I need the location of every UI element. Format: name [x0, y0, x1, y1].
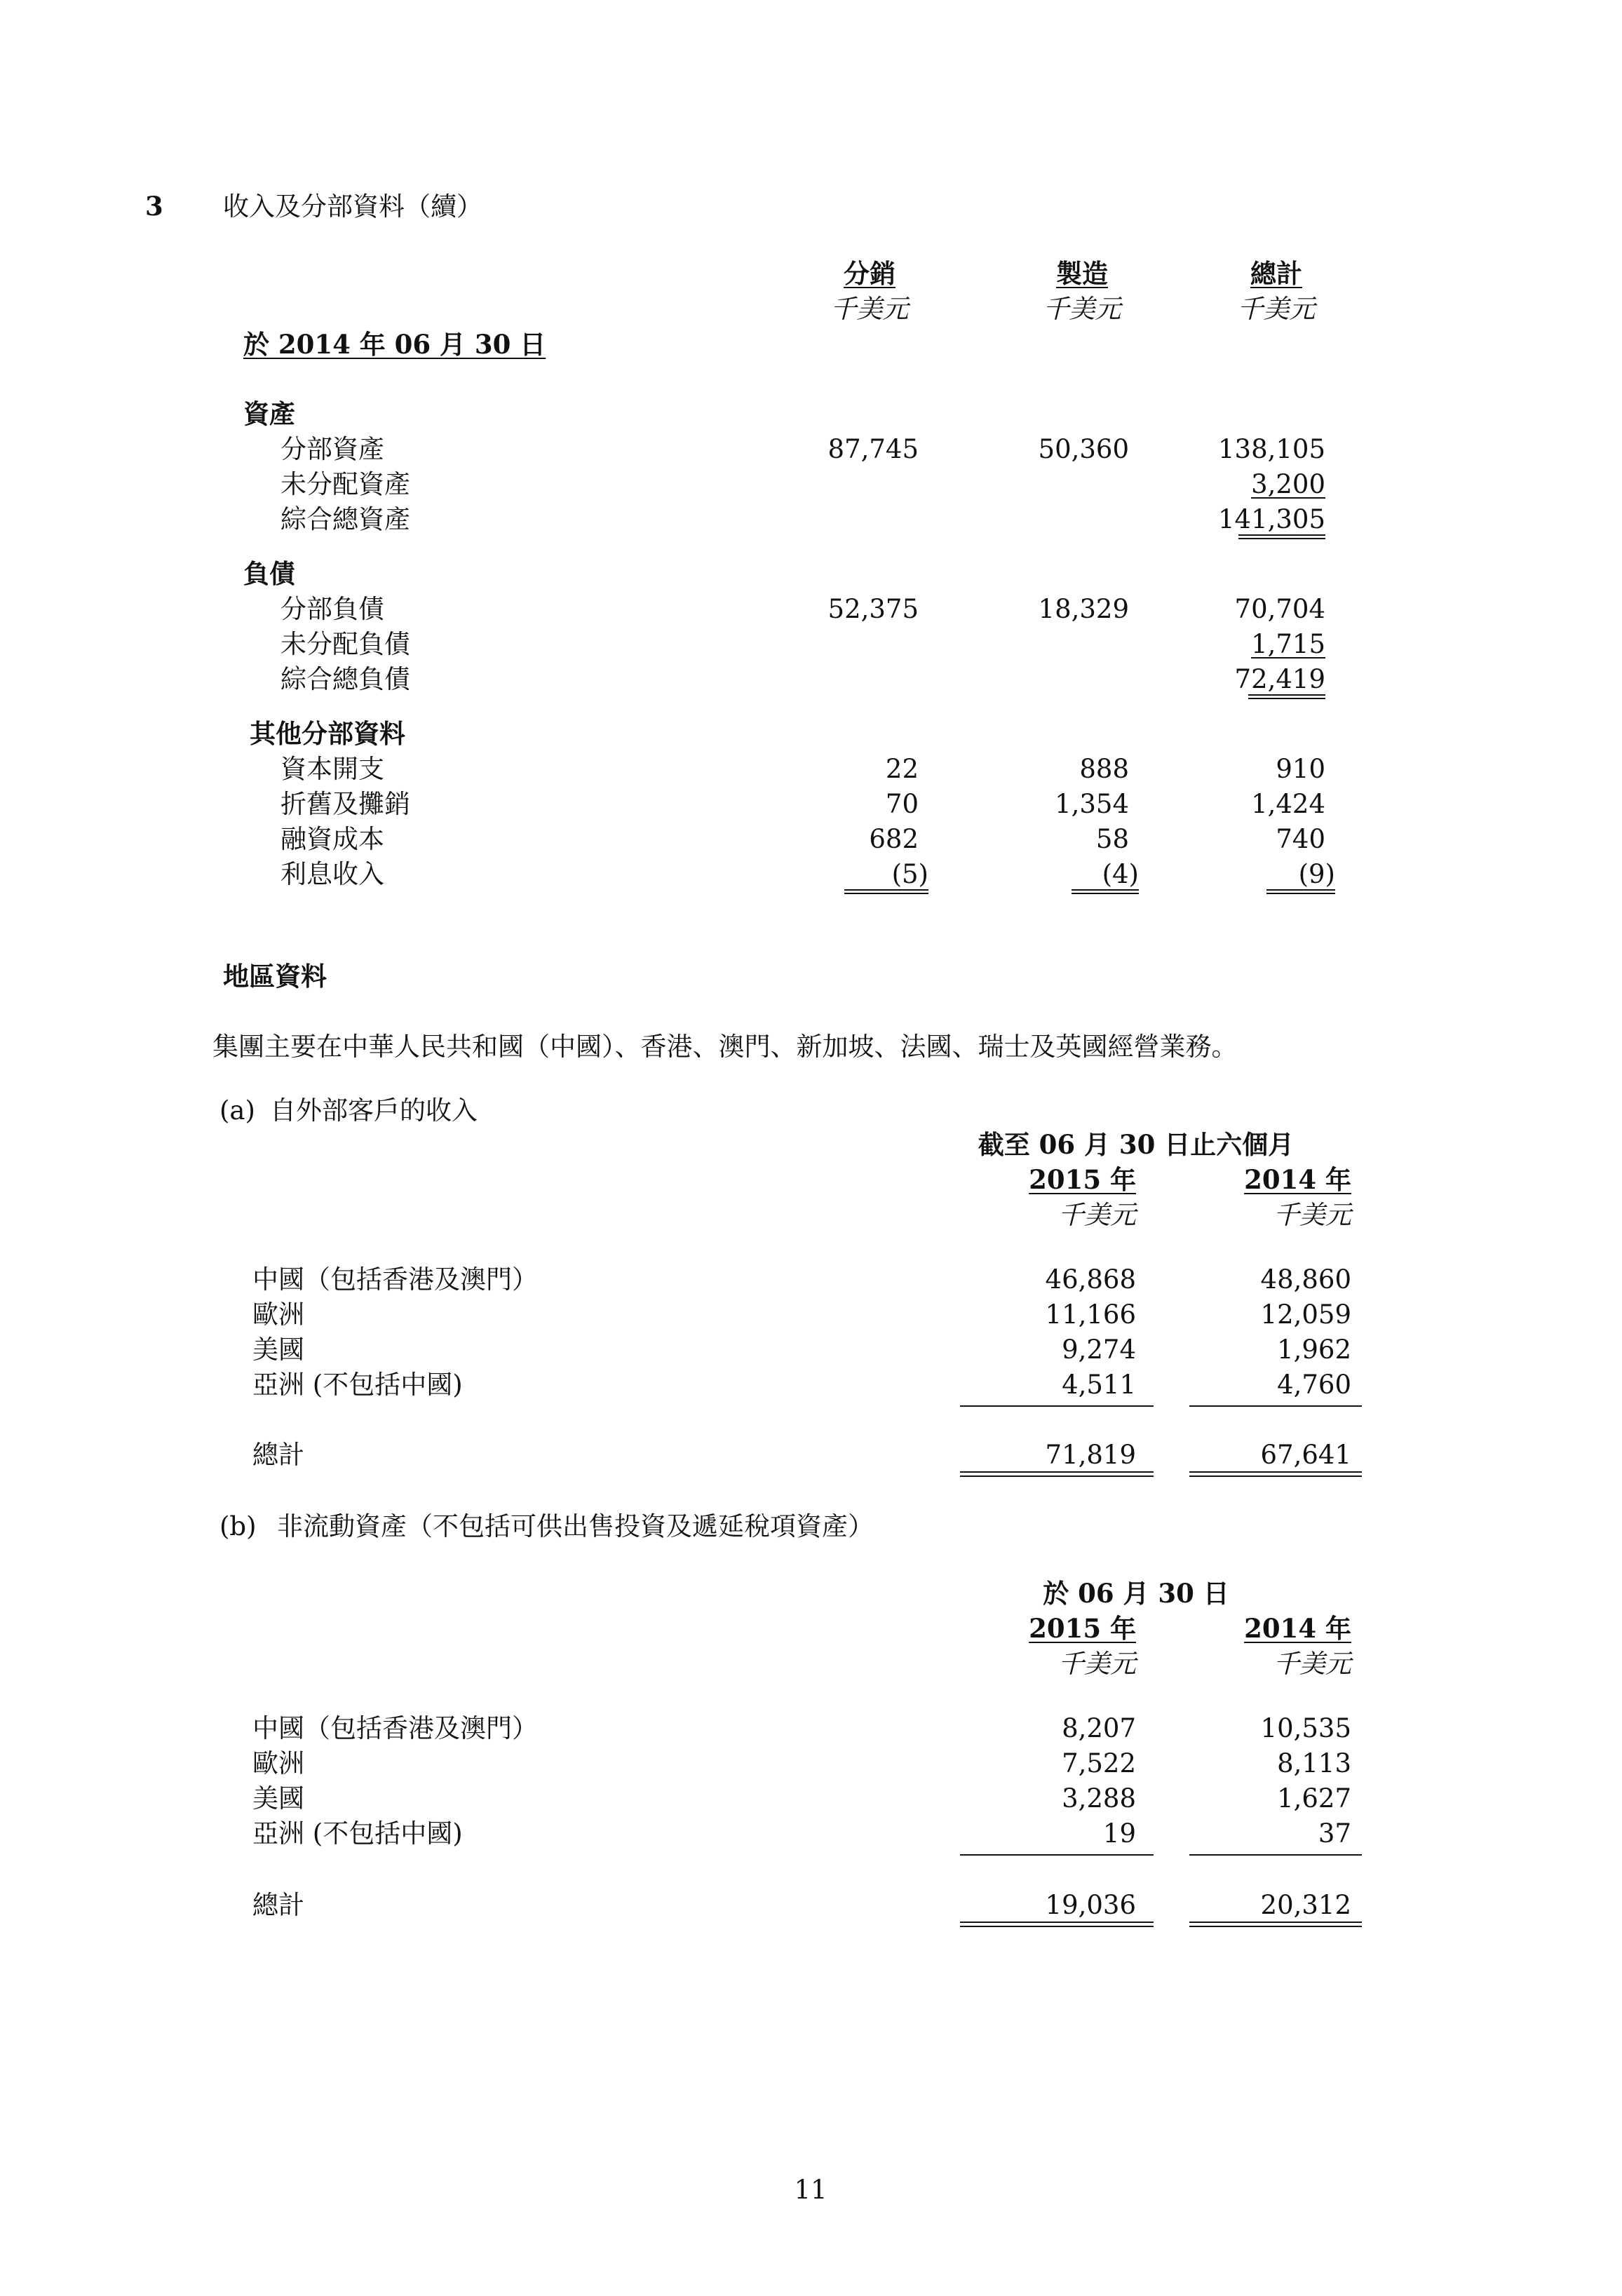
noncurrent-row-2014: 1,627: [1277, 1783, 1351, 1814]
unallocated-assets-total: 3,200: [1251, 469, 1325, 499]
interest-total-underline-2: [1266, 893, 1335, 894]
noncurrent-row-2015: 8,207: [1062, 1713, 1136, 1743]
segment-liabilities-manufacturing: 18,329: [1038, 594, 1129, 624]
revenue-total-2014: 67,641: [1260, 1440, 1351, 1470]
segment-date-heading: 於 2014 年 06 月 30 日: [243, 329, 546, 360]
revenue-row-2015: 4,511: [1062, 1370, 1136, 1400]
section-number: 3: [145, 191, 163, 222]
consolidated-assets-total: 141,305: [1217, 504, 1325, 534]
revenue-total-2015: 71,819: [1045, 1440, 1136, 1470]
noncurrent-total-line-2014-2: [1189, 1926, 1362, 1927]
revenue-row-2014: 12,059: [1260, 1299, 1351, 1330]
revenue-year-2015: 2015 年: [1029, 1164, 1136, 1195]
finance-costs-label: 融資成本: [281, 824, 384, 854]
noncurrent-row-2015: 7,522: [1062, 1748, 1136, 1778]
unallocated-assets-label: 未分配資產: [281, 469, 410, 499]
revenue-total-line-2015-2: [960, 1475, 1154, 1477]
depreciation-manufacturing: 1,354: [1055, 789, 1129, 819]
interest-dist-underline-2: [844, 893, 928, 894]
noncurrent-title: 非流動資產（不包括可供出售投資及遞延稅項資產）: [277, 1511, 874, 1541]
noncurrent-total-line-2014-1: [1189, 1922, 1362, 1923]
unit-manufacturing: 千美元: [1043, 294, 1121, 324]
noncurrent-row-2014: 10,535: [1260, 1713, 1351, 1743]
noncurrent-row-label: 美國: [252, 1783, 304, 1814]
depreciation-distribution: 70: [885, 789, 919, 819]
segment-assets-total: 138,105: [1217, 434, 1325, 464]
finance-costs-manufacturing: 58: [1095, 824, 1129, 854]
revenue-total-line-2015-1: [960, 1471, 1154, 1473]
revenue-row-2014: 4,760: [1277, 1370, 1351, 1400]
capex-label: 資本開支: [281, 754, 384, 784]
interest-manu-underline-2: [1072, 893, 1139, 894]
consolidated-assets-underline-1: [1238, 534, 1325, 536]
unit-total: 千美元: [1237, 294, 1316, 324]
noncurrent-row-2014: 8,113: [1277, 1748, 1351, 1778]
revenue-subtotal-line-2015: [960, 1405, 1154, 1407]
noncurrent-subtotal-line-2014: [1189, 1854, 1362, 1856]
revenue-row-label: 美國: [252, 1335, 304, 1365]
revenue-row-label: 歐洲: [252, 1299, 304, 1330]
interest-manu-underline-1: [1072, 889, 1139, 891]
segment-liabilities-label: 分部負債: [281, 594, 384, 624]
capex-manufacturing: 888: [1079, 754, 1129, 784]
section-title: 收入及分部資料（續）: [223, 191, 482, 222]
revenue-subtotal-line-2014: [1189, 1405, 1362, 1407]
noncurrent-period: 於 06 月 30 日: [1043, 1578, 1229, 1609]
interest-total-underline-1: [1266, 889, 1335, 891]
noncurrent-label-b: (b): [219, 1511, 257, 1541]
revenue-row-label: 中國（包括香港及澳門）: [252, 1264, 538, 1295]
unallocated-liabilities-label: 未分配負債: [281, 629, 410, 659]
noncurrent-total-2015: 19,036: [1045, 1890, 1136, 1920]
liabilities-heading: 負債: [243, 558, 295, 589]
noncurrent-unit-2015: 千美元: [1058, 1649, 1136, 1679]
revenue-title: 自外部客戶的收入: [270, 1095, 478, 1126]
interest-income-distribution: (5): [891, 859, 928, 889]
col-header-distribution: 分銷: [844, 258, 896, 289]
revenue-row-label: 亞洲 (不包括中國): [252, 1370, 463, 1400]
revenue-year-2014: 2014 年: [1244, 1164, 1351, 1195]
noncurrent-year-2014: 2014 年: [1244, 1613, 1351, 1644]
noncurrent-row-label: 歐洲: [252, 1748, 304, 1778]
revenue-row-2014: 48,860: [1260, 1264, 1351, 1295]
noncurrent-total-2014: 20,312: [1260, 1890, 1351, 1920]
noncurrent-row-2015: 3,288: [1062, 1783, 1136, 1814]
revenue-row-2015: 46,868: [1045, 1264, 1136, 1295]
revenue-label-a: (a): [219, 1095, 255, 1126]
assets-heading: 資產: [243, 398, 295, 429]
revenue-total-label: 總計: [252, 1440, 304, 1470]
segment-liabilities-total: 70,704: [1234, 594, 1325, 624]
interest-dist-underline-1: [844, 889, 928, 891]
revenue-row-2015: 9,274: [1062, 1335, 1136, 1365]
col-header-total: 總計: [1250, 258, 1302, 289]
noncurrent-unit-2014: 千美元: [1273, 1649, 1351, 1679]
interest-income-total: (9): [1298, 859, 1335, 889]
revenue-total-line-2014-2: [1189, 1475, 1362, 1477]
unallocated-liabilities-total: 1,715: [1251, 629, 1325, 659]
revenue-unit-2014: 千美元: [1273, 1200, 1351, 1230]
finance-costs-distribution: 682: [869, 824, 919, 854]
noncurrent-total-line-2015-2: [960, 1926, 1154, 1927]
geo-intro: 集團主要在中華人民共和國（中國）、香港、澳門、新加坡、法國、瑞士及英國經營業務。: [212, 1032, 1238, 1062]
capex-total: 910: [1276, 754, 1325, 784]
segment-liabilities-distribution: 52,375: [827, 594, 919, 624]
revenue-row-2015: 11,166: [1045, 1299, 1136, 1330]
revenue-unit-2015: 千美元: [1058, 1200, 1136, 1230]
noncurrent-row-label: 亞洲 (不包括中國): [252, 1818, 463, 1849]
segment-assets-manufacturing: 50,360: [1038, 434, 1129, 464]
noncurrent-total-label: 總計: [252, 1890, 304, 1920]
geo-heading: 地區資料: [223, 961, 327, 992]
other-segment-heading: 其他分部資料: [250, 718, 405, 749]
col-header-manufacturing: 製造: [1056, 258, 1108, 289]
consolidated-liabilities-underline-2: [1248, 698, 1325, 699]
revenue-period: 截至 06 月 30 日止六個月: [978, 1129, 1295, 1160]
consolidated-liabilities-total: 72,419: [1234, 664, 1325, 694]
noncurrent-row-2015: 19: [1102, 1818, 1136, 1849]
segment-assets-distribution: 87,745: [827, 434, 919, 464]
finance-costs-total: 740: [1276, 824, 1325, 854]
unit-distribution: 千美元: [830, 294, 909, 324]
capex-distribution: 22: [885, 754, 919, 784]
consolidated-liabilities-label: 綜合總負債: [281, 664, 410, 694]
page-number: 11: [794, 2175, 827, 2205]
revenue-total-line-2014-1: [1189, 1471, 1362, 1473]
noncurrent-total-line-2015-1: [960, 1922, 1154, 1923]
noncurrent-subtotal-line-2015: [960, 1854, 1154, 1856]
revenue-row-2014: 1,962: [1277, 1335, 1351, 1365]
noncurrent-year-2015: 2015 年: [1029, 1613, 1136, 1644]
interest-income-manufacturing: (4): [1102, 859, 1139, 889]
depreciation-label: 折舊及攤銷: [281, 789, 410, 819]
depreciation-total: 1,424: [1251, 789, 1325, 819]
consolidated-assets-underline-2: [1238, 538, 1325, 539]
consolidated-liabilities-underline-1: [1248, 694, 1325, 696]
consolidated-assets-label: 綜合總資產: [281, 504, 410, 534]
interest-income-label: 利息收入: [281, 859, 384, 889]
noncurrent-row-label: 中國（包括香港及澳門）: [252, 1713, 538, 1743]
segment-assets-label: 分部資產: [281, 434, 384, 464]
noncurrent-row-2014: 37: [1318, 1818, 1351, 1849]
